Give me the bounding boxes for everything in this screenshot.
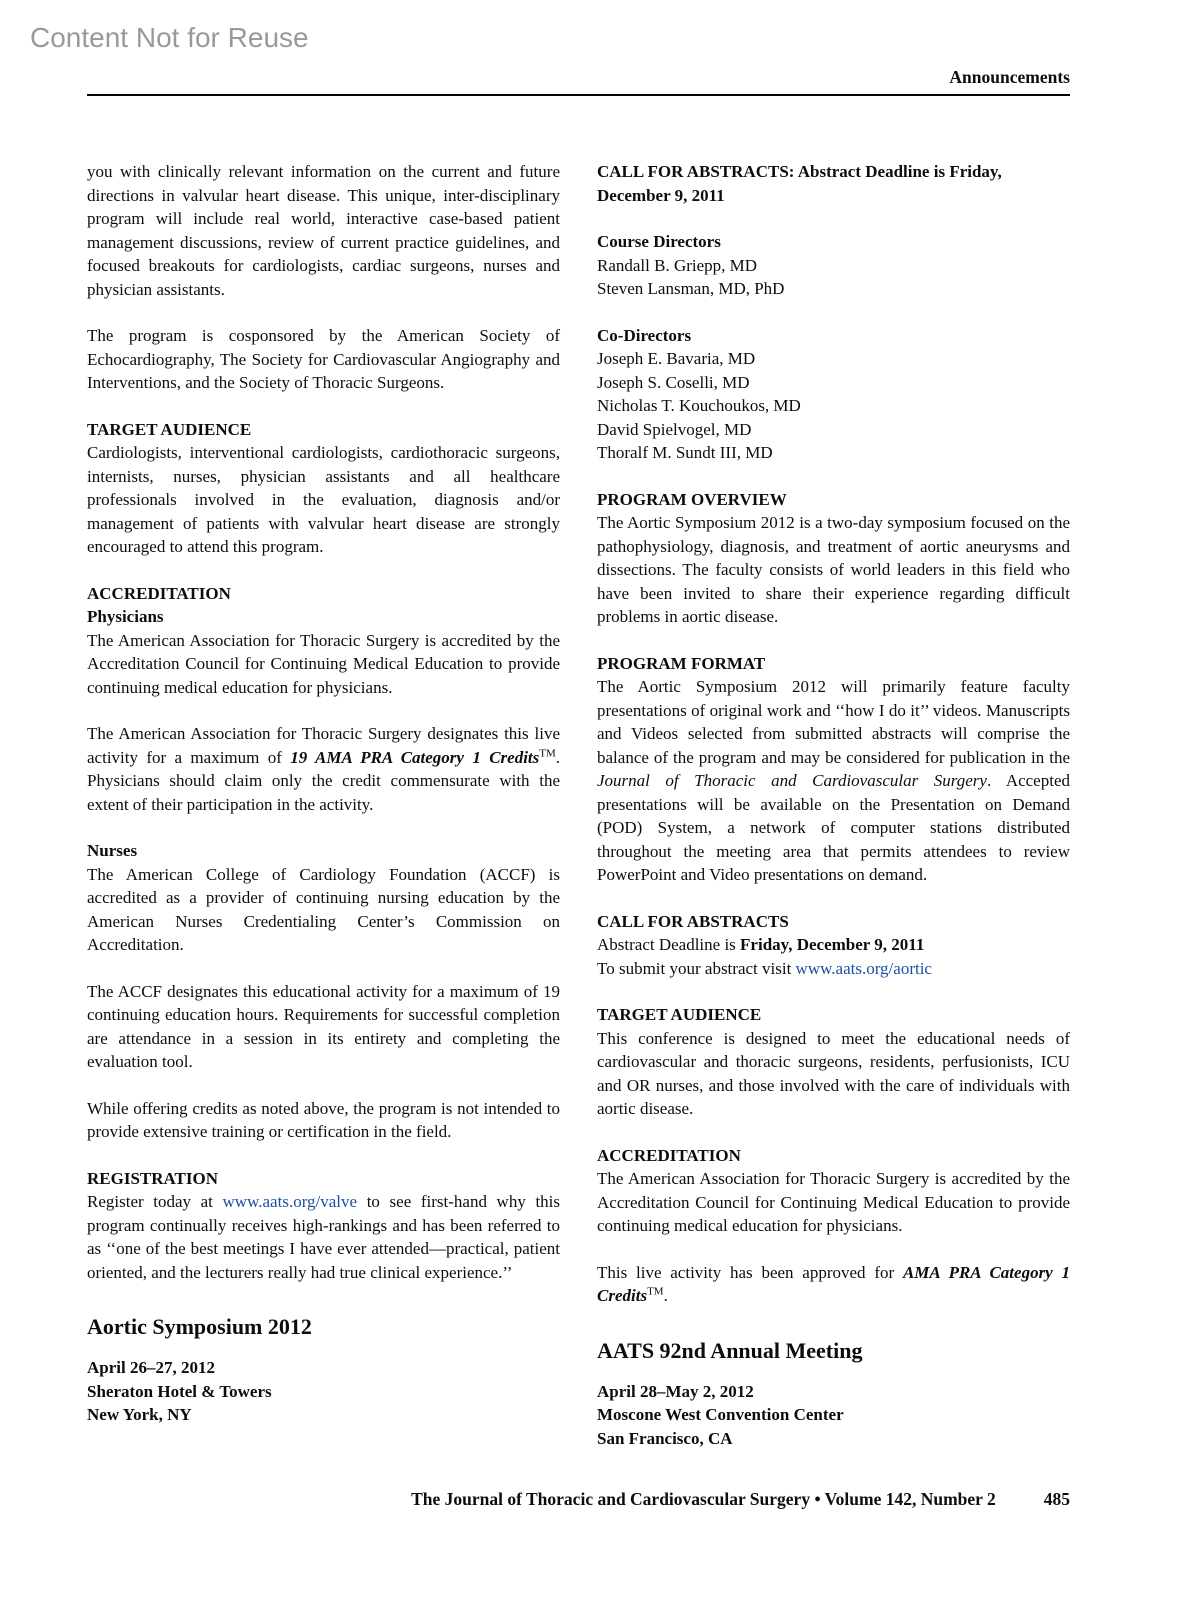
paragraph-nurses-accreditation: The American College of Cardiology Foundation (ACCF) is accredited as a provider of continuing nursing education by the American Nurses Credentialing Center’s Commission on Accreditation.: [87, 864, 560, 954]
abstract-submit-line: To submit your abstract visit www.aats.org/aortic: [597, 958, 932, 978]
event-title-aats-annual-meeting: AATS 92nd Annual Meeting: [597, 1337, 863, 1363]
paragraph-accreditation-right: The American Association for Thoracic Surgery is accredited by the Accreditation Council for Continuing Medical Education to provide continuing medical education for physicians.: [597, 1169, 1070, 1235]
heading-target-audience-right: TARGET AUDIENCE: [597, 1005, 762, 1024]
event-title-aortic-symposium: Aortic Symposium 2012: [87, 1314, 312, 1339]
inline-text-run: AMA PRA Category 1 Credits: [597, 1262, 1071, 1305]
event-dates-aortic-symposium: April 26–27, 2012: [87, 1358, 215, 1377]
event-venue-aortic-symposium: Sheraton Hotel & Towers: [87, 1381, 272, 1401]
paragraph-physicians-accreditation: The American Association for Thoracic Surgery is accredited by the Accreditation Council for Continuing Medical Education to provide continuing medical education for physicians.: [87, 630, 560, 697]
heading-registration: REGISTRATION: [87, 1168, 218, 1188]
paragraph-cosponsors: The program is cosponsored by the American Society of Echocardiography, The Society for Cardiovascular Angiography and Interventions, and the Society of Thoracic Surgeons.: [87, 326, 560, 392]
event-city-aats-annual-meeting: San Francisco, CA: [597, 1428, 733, 1448]
paragraph-registration: Register today at www.aats.org/valve to see first-hand why this program continually receives high-rankings and has been referred to as ‘‘one of the best meetings I have ever attended—practical, patient oriented, and the lecturers really had true clinical experience.’’: [87, 1192, 560, 1282]
abstract-deadline-line: Abstract Deadline is Friday, December 9, 2011: [597, 935, 925, 954]
paragraph-program-format: The Aortic Symposium 2012 will primarily feature faculty presentations of original work and ‘‘how I do it’’ videos. Manuscripts and Videos selected from submitted abstracts will comprise the balance of the program and may be considered for publication in the Journal of Thoracic and Cardiovascular Surgery. Accepted presentations will be available on the Presentation on Demand (POD) System, a network of computer stations distributed throughout the meeting area that permits attendees to review PowerPoint and Video presentations on demand.: [597, 677, 1070, 884]
inline-text-run: TM: [539, 746, 556, 759]
paragraph-credits-approved: This live activity has been approved for AMA PRA Category 1 Credits™.: [597, 1262, 1071, 1305]
person-name-line: Nicholas T. Kouchoukos, MD: [597, 396, 801, 415]
event-city-aortic-symposium: New York, NY: [87, 1405, 192, 1424]
footer-page-number: 485: [1043, 1489, 1070, 1509]
person-name-line: David Spielvogel, MD: [597, 419, 752, 439]
inline-text-run: TM: [647, 1285, 664, 1298]
paragraph-target-audience-right: This conference is designed to meet the educational needs of cardiovascular and thoracic surgeons, residents, perfusionists, ICU and OR nurses, and those involved with the care of individuals with aortic disease.: [597, 1028, 1070, 1118]
heading-call-for-abstracts-deadline: CALL FOR ABSTRACTS: Abstract Deadline is Friday, December 9, 2011: [597, 162, 1002, 205]
person-name-line: Joseph S. Coselli, MD: [597, 372, 750, 392]
person-name-line: Randall B. Griepp, MD: [597, 255, 758, 275]
heading-accreditation-left: ACCREDITATION: [87, 583, 231, 603]
paragraph-valve-program-intro: you with clinically relevant information on the current and future directions in valvular heart disease. This unique, inter-disciplinary program will include real world, interactive case-based patient management discussions, review of current practice guidelines, and focused breakouts for cardiologists, cardiac surgeons, nurses and physician assistants.: [87, 162, 560, 299]
left-column: [87, 160, 560, 1450]
subheading-physicians: Physicians: [87, 607, 164, 626]
person-name-line: Joseph E. Bavaria, MD: [597, 349, 756, 368]
heading-program-format: PROGRAM FORMAT: [597, 653, 766, 673]
paragraph-physicians-credits: The American Association for Thoracic Surgery designates this live activity for a maximum of 19 AMA PRA Category 1 Credits™. Physicians should claim only the credit commensurate with the extent of their participation in the activity.: [87, 724, 560, 814]
paragraph-credits-disclaimer: While offering credits as noted above, the program is not intended to provide extensive training or certification in the field.: [87, 1098, 560, 1141]
header-rule: [87, 94, 1070, 96]
inline-text-run: Journal of Thoracic and Cardiovascular Surgery: [597, 771, 987, 790]
page-section-header: Announcements: [949, 67, 1070, 87]
right-column: [597, 160, 1070, 1450]
heading-target-audience-left: TARGET AUDIENCE: [87, 419, 252, 439]
inline-link[interactable]: www.aats.org/valve: [222, 1192, 358, 1211]
person-name-line: Steven Lansman, MD, PhD: [597, 279, 785, 298]
inline-text-run: Friday, December 9, 2011: [740, 935, 925, 954]
paragraph-program-overview: The Aortic Symposium 2012 is a two-day symposium focused on the pathophysiology, diagnosis, and treatment of aortic aneurysms and dissections. The faculty consists of world leaders in this field who have been invited to share their experience regarding difficult problems in aortic disease.: [597, 513, 1070, 626]
heading-call-for-abstracts: CALL FOR ABSTRACTS: [597, 911, 789, 931]
inline-text-run: 19 AMA PRA Category 1 Credits: [290, 747, 540, 767]
heading-accreditation-right: ACCREDITATION: [597, 1145, 741, 1165]
heading-program-overview: PROGRAM OVERVIEW: [597, 489, 787, 509]
inline-link[interactable]: www.aats.org/aortic: [795, 958, 932, 978]
subheading-course-directors: Course Directors: [597, 232, 721, 251]
event-venue-aats-annual-meeting: Moscone West Convention Center: [597, 1405, 844, 1424]
subheading-nurses: Nurses: [87, 841, 138, 860]
footer-journal-line: The Journal of Thoracic and Cardiovascular Surgery • Volume 142, Number 2: [411, 1489, 996, 1509]
watermark-text: Content Not for Reuse: [30, 22, 309, 53]
page-footer: [411, 1488, 1070, 1512]
person-name-line: Thoralf M. Sundt III, MD: [597, 443, 773, 462]
paragraph-nurses-hours: The ACCF designates this educational activity for a maximum of 19 continuing education hours. Requirements for successful completion are attendance in a session in its entirety and completing the evaluation tool.: [87, 981, 560, 1071]
page-content: [87, 160, 1070, 1450]
event-dates-aats-annual-meeting: April 28–May 2, 2012: [597, 1381, 754, 1401]
subheading-co-directors: Co-Directors: [597, 325, 692, 345]
paragraph-target-audience-left: Cardiologists, interventional cardiologists, cardiothoracic surgeons, internists, nurses, physician assistants and all healthcare professionals involved in the evaluation, diagnosis and/or management of patients with valvular heart disease are strongly encouraged to attend this program.: [87, 443, 560, 556]
